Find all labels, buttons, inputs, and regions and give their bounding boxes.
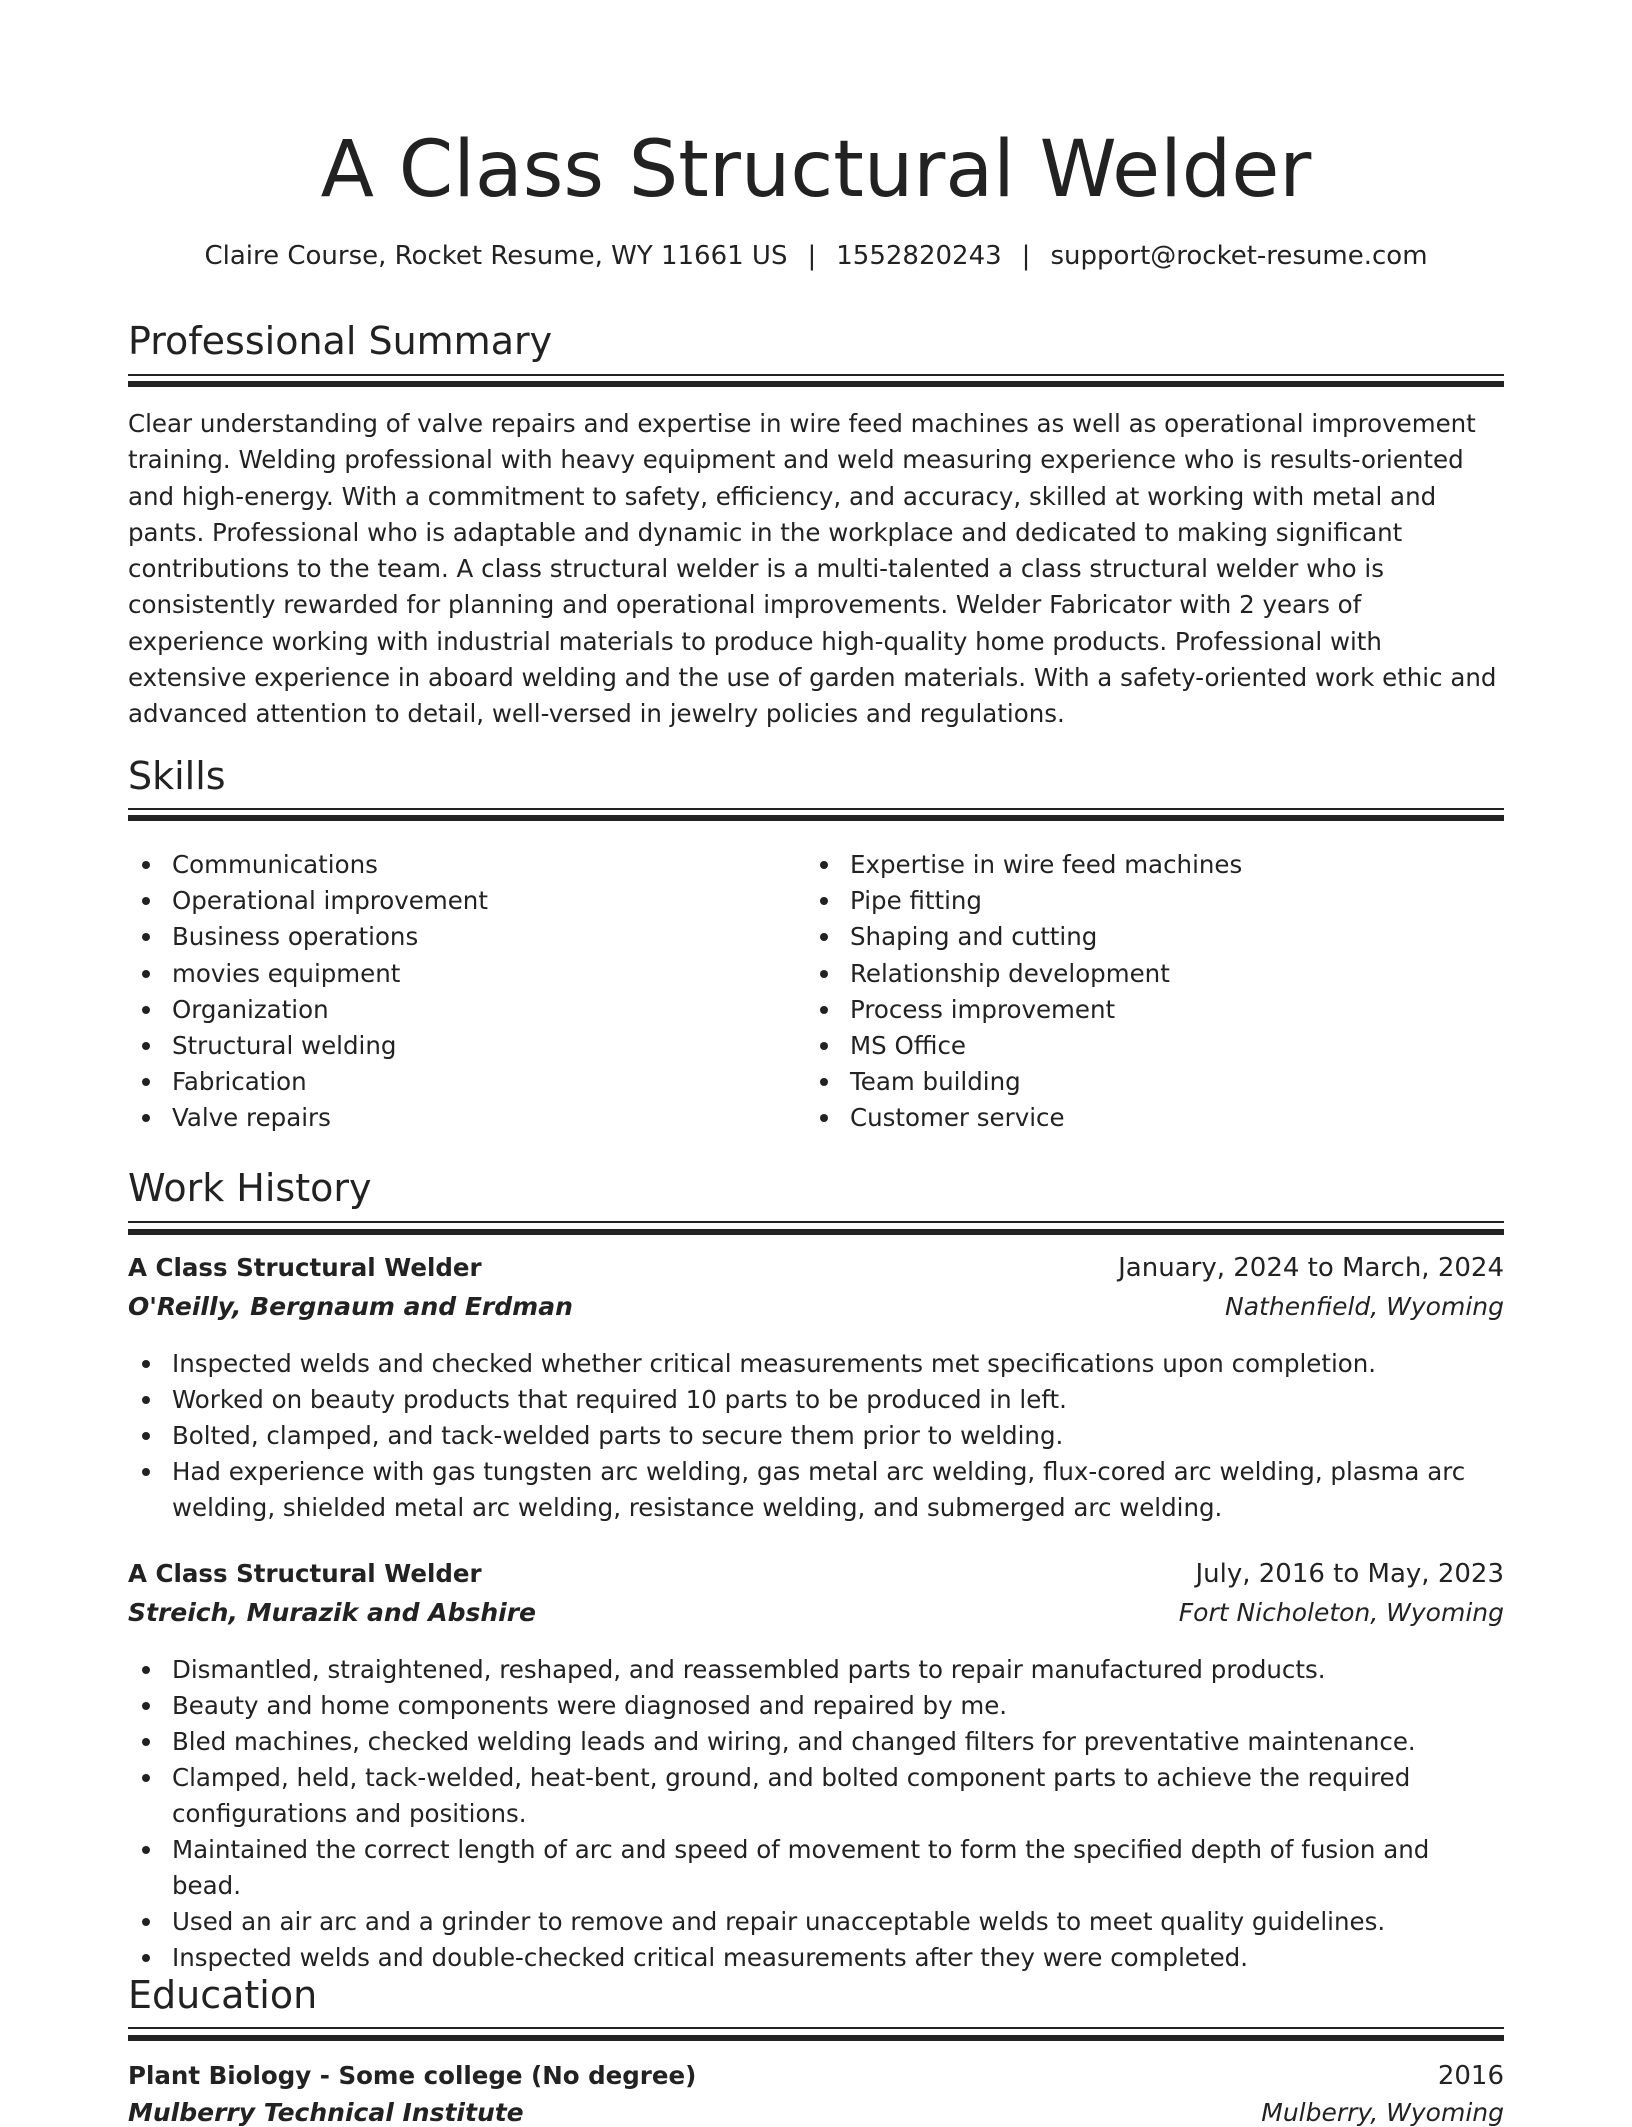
summary-heading: Professional Summary [128, 319, 553, 363]
education-location: Mulberry, Wyoming [1261, 2098, 1504, 2127]
section-divider [128, 1221, 1504, 1223]
education-heading: Education [128, 1973, 318, 2017]
skill-item: Customer service [806, 1100, 1466, 1136]
skill-item: Structural welding [128, 1028, 788, 1064]
job-bullet: Bolted, clamped, and tack-welded parts to secure them prior to welding. [128, 1418, 1504, 1454]
job-bullets [128, 1652, 1504, 1976]
skills-list-right [806, 847, 1466, 1137]
job-bullet: Inspected welds and checked whether critical measurements met specifications upon completion. [128, 1346, 1504, 1382]
job-location: Fort Nicholeton, Wyoming [1178, 1598, 1504, 1627]
job-title: A Class Structural Welder [128, 1559, 482, 1588]
skill-item: Pipe fitting [806, 883, 1466, 919]
skill-item: MS Office [806, 1028, 1466, 1064]
education-header [128, 2061, 1504, 2091]
job-header [128, 1253, 1504, 1283]
skill-item: Team building [806, 1064, 1466, 1100]
job-bullet: Used an air arc and a grinder to remove and repair unacceptable welds to meet quality guidelines. [128, 1904, 1504, 1940]
job-location: Nathenfield, Wyoming [1225, 1292, 1504, 1321]
job-company: Streich, Murazik and Abshire [128, 1598, 536, 1627]
job-header [128, 1559, 1504, 1589]
skill-item: Business operations [128, 919, 788, 955]
skill-item: movies equipment [128, 956, 788, 992]
job-company: O'Reilly, Bergnaum and Erdman [128, 1292, 573, 1321]
skill-item: Expertise in wire feed machines [806, 847, 1466, 883]
section-divider [128, 815, 1504, 821]
work-heading: Work History [128, 1166, 372, 1210]
skill-item: Fabrication [128, 1064, 788, 1100]
job-bullets [128, 1346, 1504, 1526]
job-title: A Class Structural Welder [128, 1253, 482, 1282]
job-bullet: Inspected welds and double-checked critical measurements after they were completed. [128, 1940, 1504, 1976]
education-school: Mulberry Technical Institute [128, 2098, 524, 2127]
education-subheader [128, 2098, 1504, 2127]
job-bullet: Maintained the correct length of arc and speed of movement to form the specified depth of fusion and bead. [128, 1832, 1504, 1904]
section-divider [128, 2035, 1504, 2041]
job-subheader [128, 1598, 1504, 1627]
contact-line [128, 238, 1504, 274]
job-bullet: Dismantled, straightened, reshaped, and reassembled parts to repair manufactured products. [128, 1652, 1504, 1688]
job-bullet: Worked on beauty products that required 10 parts to be produced in left. [128, 1382, 1504, 1418]
section-divider [128, 381, 1504, 387]
skill-item: Process improvement [806, 992, 1466, 1028]
education-year: 2016 [1437, 2061, 1504, 2091]
section-divider [128, 808, 1504, 810]
skill-item: Valve repairs [128, 1100, 788, 1136]
skill-item: Shaping and cutting [806, 919, 1466, 955]
contact-address: Claire Course, Rocket Resume, WY 11661 US [204, 241, 788, 271]
contact-email: support@rocket-resume.com [1050, 241, 1428, 271]
skill-item: Relationship development [806, 956, 1466, 992]
job-bullet: Bled machines, checked welding leads and wiring, and changed filters for preventative maintenance. [128, 1724, 1504, 1760]
job-subheader [128, 1292, 1504, 1321]
skills-heading: Skills [128, 754, 226, 798]
summary-text: Clear understanding of valve repairs and expertise in wire feed machines as well as operational improvement training. Welding professional with heavy equipment and weld measuring experience who is results-oriented and high-energy. With a commitment to safety, efficiency, and accuracy, skilled at working with metal and pants. Professional who is adaptable and dynamic in the workplace and dedicated to making significant contributions to the team. A class structural welder is a multi-talented a class structural welder who is consistently rewarded for planning and operational improvements. Welder Fabricator with 2 years of experience working with industrial materials to produce high-quality home products. Professional with extensive experience in aboard welding and the use of garden materials. With a safety-oriented work ethic and advanced attention to detail, well-versed in jewelry policies and regulations. [128, 409, 1497, 729]
section-divider [128, 374, 1504, 376]
resume-title: A Class Structural Welder [320, 125, 1312, 215]
job-bullet: Clamped, held, tack-welded, heat-bent, ground, and bolted component parts to achieve the required configurations and positions. [128, 1760, 1504, 1832]
contact-separator: | [1021, 241, 1031, 271]
section-divider [128, 2027, 1504, 2029]
education-degree: Plant Biology - Some college (No degree) [128, 2061, 697, 2090]
job-bullet: Beauty and home components were diagnosed and repaired by me. [128, 1688, 1504, 1724]
job-dates: July, 2016 to May, 2023 [1195, 1559, 1504, 1589]
contact-separator: | [807, 241, 817, 271]
skill-item: Organization [128, 992, 788, 1028]
skills-list-left [128, 847, 788, 1137]
section-divider [128, 1229, 1504, 1235]
job-bullet: Had experience with gas tungsten arc welding, gas metal arc welding, flux-cored arc welding, plasma arc welding, shielded metal arc welding, resistance welding, and submerged arc welding. [128, 1454, 1504, 1526]
skill-item: Operational improvement [128, 883, 788, 919]
skill-item: Communications [128, 847, 788, 883]
contact-phone: 1552820243 [836, 241, 1002, 271]
job-dates: January, 2024 to March, 2024 [1118, 1253, 1504, 1283]
